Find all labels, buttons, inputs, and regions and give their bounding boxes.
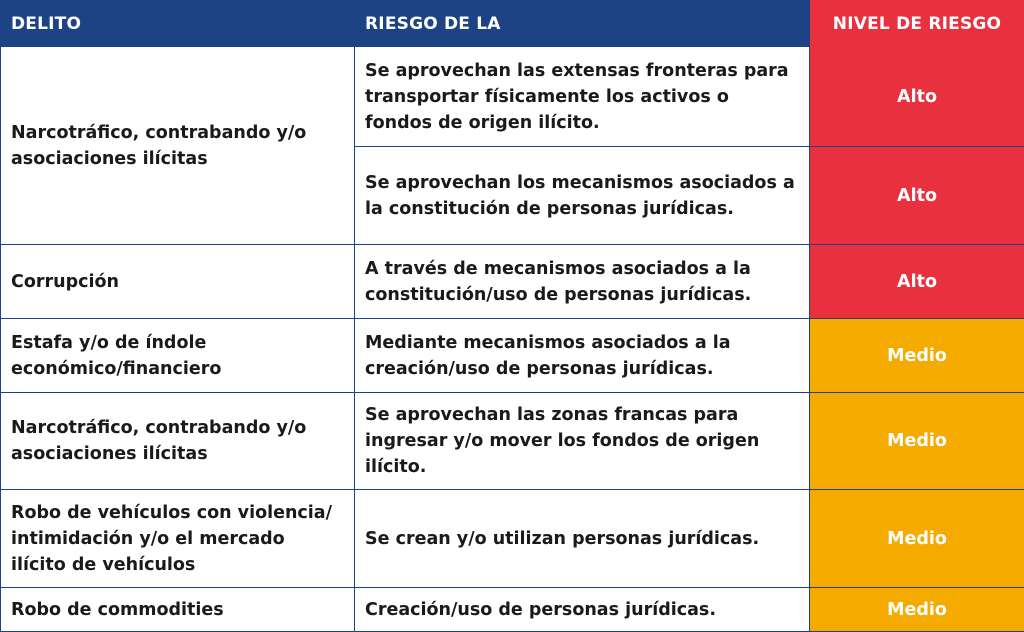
riesgo-cell: A través de mecanismos asociados a la constitución/uso de personas jurídicas.	[355, 245, 810, 319]
table-row	[1, 490, 1024, 588]
delito-cell: Corrupción	[1, 245, 355, 319]
table-row	[1, 245, 1024, 319]
riesgo-cell: Mediante mecanismos asociados a la creación/uso de personas jurídicas.	[355, 319, 810, 393]
delito-cell: Narcotráfico, contrabando y/o asociaciones ilícitas	[1, 47, 355, 245]
table-row	[1, 588, 1024, 632]
table-row	[1, 319, 1024, 393]
nivel-badge: Medio	[810, 588, 1024, 632]
table-row	[1, 47, 1024, 147]
nivel-badge: Medio	[810, 319, 1024, 393]
nivel-badge: Alto	[810, 147, 1024, 245]
riesgo-cell: Se crean y/o utilizan personas jurídicas.	[355, 490, 810, 588]
delito-cell: Estafa y/o de índole económico/financiero	[1, 319, 355, 393]
table-row	[1, 393, 1024, 490]
nivel-badge: Medio	[810, 393, 1024, 490]
nivel-badge: Alto	[810, 47, 1024, 147]
header-delito: DELITO	[1, 1, 355, 47]
header-row	[1, 1, 1024, 47]
nivel-badge: Medio	[810, 490, 1024, 588]
header-nivel: NIVEL DE RIESGO	[810, 1, 1024, 47]
riesgo-cell: Se aprovechan las zonas francas para ingresar y/o mover los fondos de origen ilícito.	[355, 393, 810, 490]
riesgo-cell: Se aprovechan los mecanismos asociados a la constitución de personas jurídicas.	[355, 147, 810, 245]
delito-cell: Narcotráfico, contrabando y/o asociaciones ilícitas	[1, 393, 355, 490]
header-riesgo: RIESGO DE LA	[355, 1, 810, 47]
delito-cell: Robo de vehículos con violencia/ intimidación y/o el mercado ilícito de vehículos	[1, 490, 355, 588]
delito-cell: Robo de commodities	[1, 588, 355, 632]
nivel-badge: Alto	[810, 245, 1024, 319]
riesgo-cell: Creación/uso de personas jurídicas.	[355, 588, 810, 632]
riesgo-cell: Se aprovechan las extensas fronteras para transportar físicamente los activos o fondos de origen ilícito.	[355, 47, 810, 147]
